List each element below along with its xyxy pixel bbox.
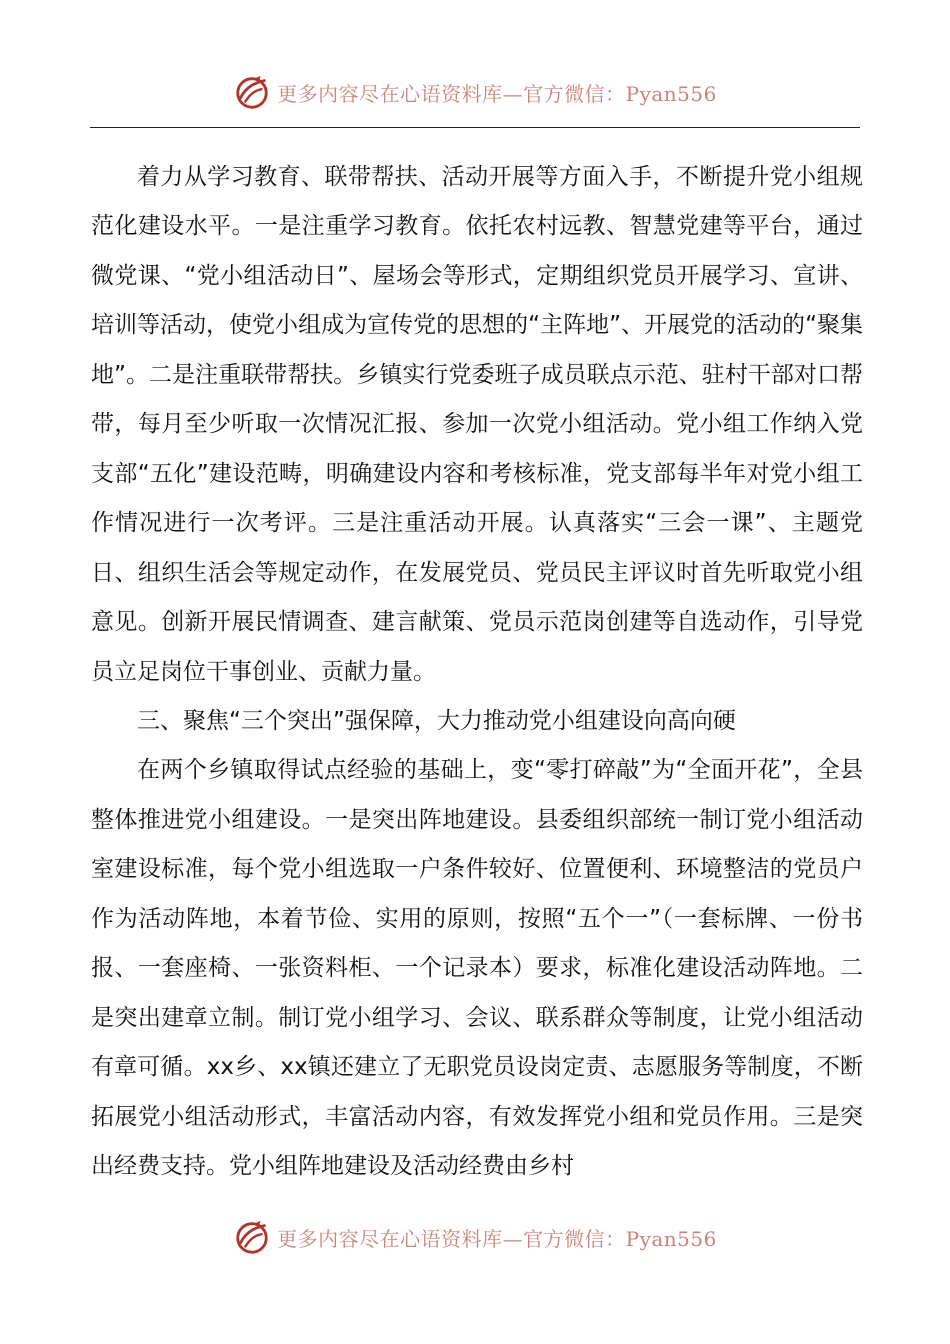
header-divider	[90, 127, 860, 128]
red-swirl-logo-icon	[233, 73, 271, 111]
watermark-text: 更多内容尽在心语资料库—官方微信：Pyan556	[277, 1226, 717, 1251]
document-body	[91, 153, 863, 1192]
footer-watermark	[0, 1217, 950, 1257]
body-paragraph: 着力从学习教育、联带帮扶、活动开展等方面入手，不断提升党小组规范化建设水平。一是注重学习教育。依托农村远教、智慧党建等平台，通过微党课、“党小组活动日”、屋场会等形式，定期组织党员开展学习、宣讲、培训等活动，使党小组成为宣传党的思想的“主阵地”、开展党的活动的“聚集地”。二是注重联带帮扶。乡镇实行党委班子成员联点示范、驻村干部对口帮带，每月至少听取一次情况汇报、参加一次党小组活动。党小组工作纳入党支部“五化”建设范畴，明确建设内容和考核标准，党支部每半年对党小组工作情况进行一次考评。三是注重活动开展。认真落实“三会一课”、主题党日、组织生活会等规定动作，在发展党员、党员民主评议时首先听取党小组意见。创新开展民情调查、建言献策、党员示范岗创建等自选动作，引导党员立足岗位干事创业、贡献力量。	[91, 164, 863, 685]
header-watermark	[0, 72, 950, 112]
red-swirl-logo-icon	[233, 1218, 271, 1256]
section-heading: 三、聚焦“三个突出”强保障，大力推动党小组建设向高向硬	[137, 707, 736, 734]
body-paragraph: 在两个乡镇取得试点经验的基础上，变“零打碎敲”为“全面开花”，全县整体推进党小组建设。一是突出阵地建设。县委组织部统一制订党小组活动室建设标准，每个党小组选取一户条件较好、位置便利、环境整洁的党员户作为活动阵地，本着节俭、实用的原则，按照“五个一”（一套标牌、一份书报、一套座椅、一张资料柜、一个记录本）要求，标准化建设活动阵地。二是突出建章立制。制订党小组学习、会议、联系群众等制度，让党小组活动有章可循。xx乡、xx镇还建立了无职党员设岗定责、志愿服务等制度，不断拓展党小组活动形式，丰富活动内容，有效发挥党小组和党员作用。三是突出经费支持。党小组阵地建设及活动经费由乡村	[91, 757, 863, 1180]
watermark-text: 更多内容尽在心语资料库—官方微信：Pyan556	[277, 81, 717, 106]
